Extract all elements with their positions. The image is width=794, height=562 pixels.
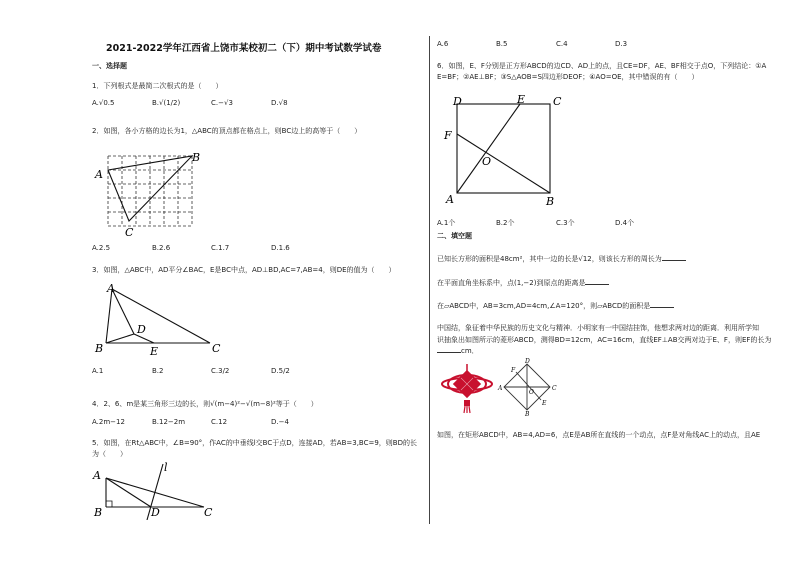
q5-label-c: C [204,506,213,519]
q2-option-a: A.2.5 [92,244,111,252]
q5-option-b: B.5 [496,40,508,48]
fill1-text: 已知长方形的面积是48cm²，其中一边的长是√12，则该长方形的周长为 [437,255,662,263]
q2-grid-figure [92,148,212,240]
q2-option-c: C.1.7 [211,244,230,252]
q3-stem: 3．如图，△ABC中，AD平分∠BAC，E是BC中点，AD⊥BD,AC=7,AB=4，则DE的值为（ ） [92,266,396,274]
q6-stem-line1: 6．如图，E、F分别是正方形ABCD的边CD、AD上的点，且CE=DF，AE、BF相交于点O，下列结论：①A [437,62,767,70]
fill1-blank [662,260,686,261]
q6-label-a: A [446,193,454,206]
q4-option-c: C.12 [211,418,228,426]
q6-label-e: E [517,95,526,106]
q5-stem-line1: 5．如图，在Rt△ABC中，∠B=90°，作AC的中垂线l交BC于点D，连接AD，若AB=3,BC=9，则BD的长 [92,439,417,447]
q5-option-d: D.3 [615,40,628,48]
q2-label-c: C [125,226,134,239]
q1-option-d: D.√8 [271,99,288,107]
fill4-line2: 识抽象出如图所示的菱形ABCD，测得BD=12cm，AC=16cm，直线EF⊥AB交两对边于E、F，则EF的长为 [437,336,772,344]
fill1-row [437,256,686,263]
q3-label-e: E [150,345,159,357]
q5-label-a: A [93,469,101,482]
fill2-blank [585,284,609,285]
q3-option-b: B.2 [152,367,164,375]
section-fill: 二、填空题 [437,232,472,240]
q2-label-b: B [192,151,201,164]
rhombus-label-a: A [498,385,503,392]
q6-label-c: C [553,95,562,108]
rhombus-label-d: D [525,358,530,365]
q4-option-b: B.12−2m [152,418,186,426]
q6-option-a: A.1个 [437,219,456,227]
q4-option-d: D.−4 [271,418,289,426]
q3-label-c: C [212,342,221,355]
fill3-text: 在▱ABCD中，AB=3cm,AD=4cm,∠A=120°，则▱ABCD的面积是 [437,302,651,310]
q6-stem-line2: E=BF；②AE⊥BF；③S△AOB=S四边形DEOF；④AO=OE，其中错误的有（ ） [437,73,699,81]
rhombus-label-o: O [529,389,534,396]
q3-triangle-figure [92,281,227,357]
column-divider [429,36,430,524]
q3-option-c: C.3/2 [211,367,230,375]
fill4-blank [437,352,461,353]
q2-option-b: B.2.6 [152,244,171,252]
q2-label-a: A [95,168,103,181]
q5-triangle-figure [92,460,222,520]
rhombus-label-c: C [552,385,557,392]
fill4-tail: cm． [461,347,479,355]
q3-label-d: D [137,323,146,336]
q3-label-b: B [95,342,104,355]
q6-option-d: D.4个 [615,219,635,227]
fill3-blank [650,307,674,308]
rhombus-label-f: F [511,367,516,374]
rhombus-label-b: B [525,411,530,416]
q1-option-b: B.√(1/2) [152,99,181,107]
q6-label-o: O [482,155,492,168]
fill2-text: 在平面直角坐标系中，点(1,−2)到原点的距离是 [437,279,586,287]
fill3-row [437,303,674,310]
q1-stem: 1．下列根式是最简二次根式的是（ ） [92,82,223,90]
q3-option-d: D.5/2 [271,367,290,375]
q3-label-a: A [107,282,115,295]
section-choice: 一、选择题 [92,62,127,70]
page-title: 2021-2022学年江西省上饶市某校初二（下）期中考试数学试卷 [106,43,382,54]
q1-option-c: C.−√3 [211,99,233,107]
q2-grid-lines [108,156,192,226]
q6-label-d: D [453,95,462,108]
q6-square-figure [437,95,562,210]
q5-label-l: l [164,461,168,474]
q4-option-a: A.2m−12 [92,418,125,426]
fill2-row [437,280,609,287]
q5-stem-line2: 为（ ） [92,450,127,458]
q5-label-d: D [151,506,160,519]
q2-stem: 2．如图，各小方格的边长为1，△ABC的顶点都在格点上，则BC边上的高等于（ ） [92,127,362,135]
q4-stem: 4．2、6、m是某三角形三边的长，则√(m−4)²−√(m−8)²等于（ ） [92,400,318,408]
q5-label-b: B [94,506,103,519]
fill4-row3 [437,348,479,355]
q6-option-c: C.3个 [556,219,575,227]
q5-option-a: A.6 [437,40,449,48]
q6-label-f: F [444,129,452,142]
chinese-knot-icon [437,362,497,414]
q6-option-b: B.2个 [496,219,515,227]
fill5-text: 如图，在矩形ABCD中，AB=4,AD=6，点E是AB所在直线的一个动点，点F是对角线AC上的动点，且AE [437,431,761,439]
rhombus-figure [497,358,557,416]
fill4-line1: 中国结，象征着中华民族的历史文化与精神．小明家有一中国结挂饰，他想求两对边的距离．利用所学知 [437,324,759,332]
q6-label-b: B [546,195,555,208]
q1-option-a: A.√0.5 [92,99,115,107]
q3-option-a: A.1 [92,367,104,375]
rhombus-label-e: E [542,400,547,407]
q5-option-c: C.4 [556,40,568,48]
q2-option-d: D.1.6 [271,244,290,252]
